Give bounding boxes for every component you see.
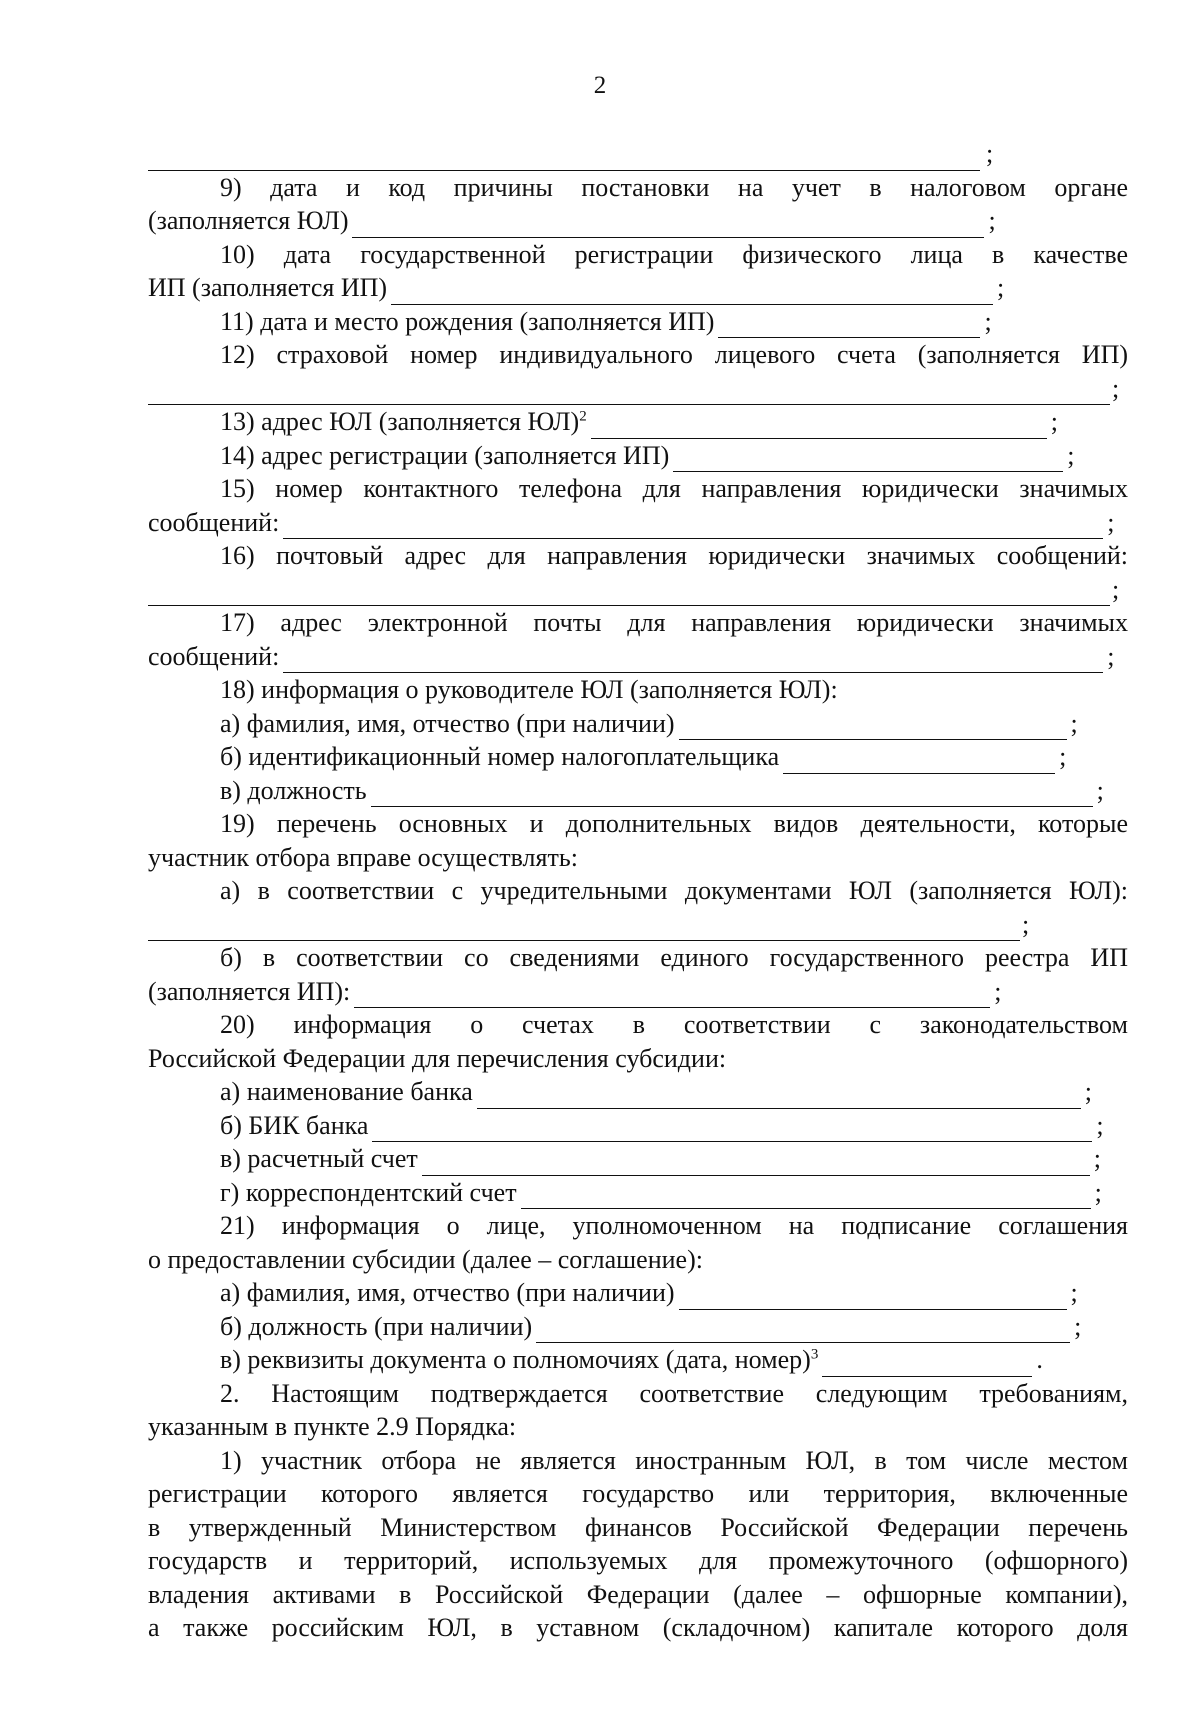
input-blank[interactable] xyxy=(822,1354,1032,1377)
item-21c-field xyxy=(148,1343,1128,1377)
requirement-1-line-4: государств и территорий, используемых для промежуточного (офшорного) xyxy=(148,1546,1128,1575)
semicolon: ; xyxy=(997,273,1005,302)
item-12-text: 12) страховой номер индивидуального лицевого счета (заполняется ИП) xyxy=(220,340,1128,369)
semicolon: ; xyxy=(1112,373,1120,403)
item-19b-text: б) в соответствии со сведениями единого государственного реестра ИП xyxy=(220,943,1128,972)
semicolon: ; xyxy=(1059,742,1067,771)
item-20-text: 20) информация о счетах в соответствии с законодательством xyxy=(220,1010,1128,1039)
semicolon: ; xyxy=(1074,1311,1082,1341)
requirement-1-line-1: 1) участник отбора не является иностранным ЮЛ, в том числе местом xyxy=(220,1445,1128,1475)
input-blank[interactable] xyxy=(372,1119,1092,1142)
semicolon: ; xyxy=(1050,407,1058,436)
semicolon: ; xyxy=(994,976,1002,1006)
item-16-text: 16) почтовый адрес для направления юридически значимых сообщений: xyxy=(220,541,1128,570)
item-15-label: сообщений: xyxy=(148,507,280,537)
input-blank[interactable] xyxy=(371,784,1093,807)
item-19b-label: (заполняется ИП): xyxy=(148,976,351,1006)
input-blank[interactable] xyxy=(354,985,990,1008)
form-line-continuation xyxy=(148,137,1128,171)
item-20b-label: б) БИК банка xyxy=(220,1110,369,1140)
item-18c-label: в) должность xyxy=(220,775,367,805)
semicolon: ; xyxy=(1096,775,1104,805)
semicolon: ; xyxy=(1096,1110,1104,1140)
item-10-field xyxy=(148,271,1128,305)
item-9-text: 9) дата и код причины постановки на учет в налоговом органе xyxy=(220,172,1128,202)
item-21b-field xyxy=(148,1310,1128,1344)
item-19a-field xyxy=(148,908,1128,942)
item-19b-field xyxy=(148,975,1128,1009)
item-20c-label: в) расчетный счет xyxy=(220,1144,418,1173)
item-19-label: участник отбора вправе осуществлять: xyxy=(148,842,578,872)
item-18-label: 18) информация о руководителе ЮЛ (заполняется ЮЛ): xyxy=(220,675,838,704)
input-blank[interactable] xyxy=(536,1320,1070,1343)
item-16-field xyxy=(148,573,1128,607)
item-17-field xyxy=(148,640,1128,674)
item-18c-field xyxy=(148,774,1128,808)
item-9-field xyxy=(148,204,1128,238)
semicolon: ; xyxy=(1070,1278,1078,1307)
item-18b-field xyxy=(148,740,1128,774)
item-18-heading xyxy=(148,673,1128,707)
semicolon: ; xyxy=(1093,1144,1102,1173)
input-blank[interactable] xyxy=(673,449,1063,472)
item-20d-label: г) корреспондентский счет xyxy=(220,1177,517,1207)
section-2-text: 2. Настоящим подтверждается соответствие следующим требованиям, xyxy=(220,1378,1128,1408)
requirement-1-line-5: владения активами в Российской Федерации (далее – офшорные компании), xyxy=(148,1579,1128,1609)
semicolon: ; xyxy=(1112,574,1120,604)
input-blank[interactable] xyxy=(148,583,1110,606)
item-19-text-2 xyxy=(148,841,1128,875)
item-13-field xyxy=(148,405,1128,439)
input-blank[interactable] xyxy=(521,1186,1091,1209)
item-10-text: 10) дата государственной регистрации физического лица в качестве xyxy=(220,239,1128,269)
item-15-field xyxy=(148,506,1128,540)
item-20-label: Российской Федерации для перечисления субсидии: xyxy=(148,1043,727,1073)
item-21b-label: б) должность (при наличии) xyxy=(220,1311,533,1341)
semicolon: ; xyxy=(986,139,994,168)
semicolon: ; xyxy=(1022,909,1030,939)
footnote-mark: 3 xyxy=(810,1346,819,1363)
requirement-1-line-3: в утвержденный Министерством финансов Российской Федерации перечень xyxy=(148,1512,1128,1542)
item-21-text: 21) информация о лице, уполномоченном на подписание соглашения xyxy=(220,1211,1128,1240)
input-blank[interactable] xyxy=(783,751,1055,774)
item-17-label: сообщений: xyxy=(148,641,280,671)
item-17-text: 17) адрес электронной почты для направления юридически значимых xyxy=(220,608,1128,637)
semicolon: ; xyxy=(1070,708,1078,738)
input-blank[interactable] xyxy=(148,918,1020,941)
item-21-text-2 xyxy=(148,1243,1128,1277)
input-blank[interactable] xyxy=(679,717,1067,740)
semicolon: ; xyxy=(1107,641,1115,671)
semicolon: ; xyxy=(1094,1177,1102,1207)
item-10-label: ИП (заполняется ИП) xyxy=(148,273,388,302)
item-9-label: (заполняется ЮЛ) xyxy=(148,206,349,235)
input-blank[interactable] xyxy=(148,148,980,171)
item-19-text: 19) перечень основных и дополнительных видов деятельности, которые xyxy=(220,809,1128,838)
input-blank[interactable] xyxy=(477,1086,1081,1109)
item-20a-label: а) наименование банка xyxy=(220,1077,473,1106)
item-21a-label: а) фамилия, имя, отчество (при наличии) xyxy=(220,1278,675,1307)
footnote-mark: 2 xyxy=(579,408,587,425)
item-12-field xyxy=(148,372,1128,406)
requirement-1-line-2: регистрации которого является государство или территория, включенные xyxy=(148,1479,1128,1508)
input-blank[interactable] xyxy=(391,282,993,305)
page-number: 2 xyxy=(593,72,607,99)
semicolon: ; xyxy=(1084,1077,1093,1106)
form-body xyxy=(148,137,1128,1645)
period: . xyxy=(1036,1345,1043,1374)
input-blank[interactable] xyxy=(591,416,1047,439)
item-21c-label: в) реквизиты документа о полномочиях (дата, номер)$^3$ xyxy=(220,1345,819,1374)
item-11-field xyxy=(148,305,1128,339)
semicolon: ; xyxy=(1067,440,1075,470)
input-blank[interactable] xyxy=(352,215,984,238)
input-blank[interactable] xyxy=(718,315,980,338)
semicolon: ; xyxy=(988,206,996,235)
section-2-line: указанным в пункте 2.9 Порядка: xyxy=(148,1412,517,1441)
item-18a-label: а) фамилия, имя, отчество (при наличии) xyxy=(220,708,675,738)
item-19a-text: а) в соответствии с учредительными документами ЮЛ (заполняется ЮЛ): xyxy=(220,876,1128,905)
section-2-text-2 xyxy=(148,1410,1128,1444)
input-blank[interactable] xyxy=(283,650,1103,673)
item-20a-field xyxy=(148,1075,1128,1109)
requirement-1-line-6: а также российским ЮЛ, в уставном (складочном) капитале которого доля xyxy=(148,1613,1128,1642)
item-14-field xyxy=(148,439,1128,473)
item-21-label: о предоставлении субсидии (далее – соглашение): xyxy=(148,1244,703,1274)
item-14-label: 14) адрес регистрации (заполняется ИП) xyxy=(220,440,670,470)
item-20d-field xyxy=(148,1176,1128,1210)
item-20c-field xyxy=(148,1142,1128,1176)
item-15-text: 15) номер контактного телефона для направления юридически значимых xyxy=(220,474,1128,503)
item-11-label: 11) дата и место рождения (заполняется ИП) xyxy=(220,306,715,336)
item-21a-field xyxy=(148,1276,1128,1310)
item-18a-field xyxy=(148,707,1128,741)
item-20-text-2 xyxy=(148,1042,1128,1076)
input-blank[interactable] xyxy=(148,382,1110,405)
semicolon: ; xyxy=(1107,507,1115,537)
item-13-label: 13) адрес ЮЛ (заполняется ЮЛ)$^2$ xyxy=(220,407,587,436)
input-blank[interactable] xyxy=(679,1287,1067,1310)
item-18b-label: б) идентификационный номер налогоплательщика xyxy=(220,742,780,771)
semicolon: ; xyxy=(984,306,992,336)
input-blank[interactable] xyxy=(283,516,1103,539)
input-blank[interactable] xyxy=(422,1153,1090,1176)
item-20b-field xyxy=(148,1109,1128,1143)
